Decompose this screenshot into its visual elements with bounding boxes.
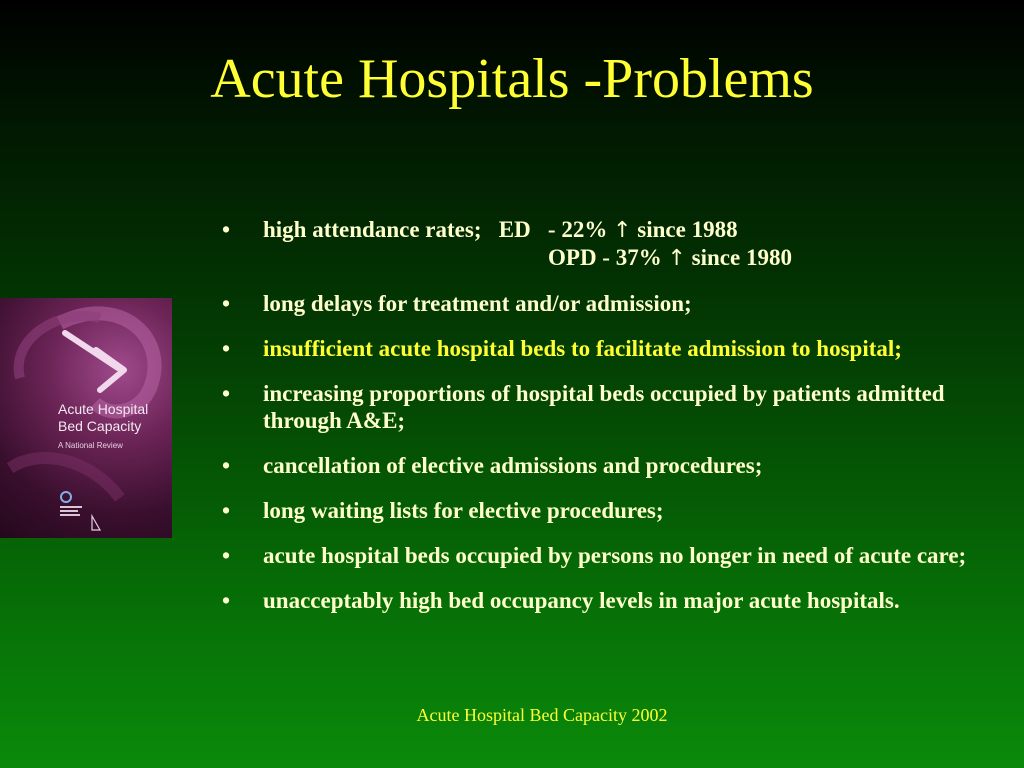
list-item: [222, 216, 982, 272]
cover-title: [58, 401, 170, 435]
attendance-text: high attendance rates; ED - 22%: [263, 217, 614, 242]
bullet-glyph: •: [222, 543, 231, 568]
list-item: [222, 380, 982, 434]
up-arrow-icon: ↑: [667, 246, 686, 271]
attendance-line-opd: [263, 244, 982, 272]
list-item-highlighted: [222, 335, 982, 362]
bullet-glyph: •: [222, 336, 231, 361]
opd-text: OPD - 37%: [548, 245, 668, 270]
department-logo-icon: [60, 492, 82, 516]
bullet-glyph: •: [222, 381, 231, 406]
list-item-text: insufficient acute hospital beds to facilitate admission to hospital;: [263, 336, 902, 361]
cover-subtitle: A National Review: [58, 441, 123, 450]
bullet-glyph: •: [222, 453, 231, 478]
bullet-glyph: •: [222, 588, 231, 613]
harp-icon: [92, 516, 100, 530]
list-item: [222, 452, 982, 479]
up-arrow-icon: ↑: [613, 218, 632, 243]
list-item-text: increasing proportions of hospital beds occupied by patients admitted through A&E;: [263, 381, 945, 433]
ed-since-text: since 1988: [631, 217, 738, 242]
list-item-text: long waiting lists for elective procedures;: [263, 498, 664, 523]
list-item-text: cancellation of elective admissions and procedures;: [263, 453, 763, 478]
opd-since-text: since 1980: [685, 245, 792, 270]
bullet-glyph: •: [222, 498, 231, 523]
cover-title-line2: Bed Capacity: [58, 418, 142, 434]
attendance-line-ed: [263, 216, 982, 244]
bullet-list: [222, 216, 982, 632]
slide-footer: Acute Hospital Bed Capacity 2002: [416, 705, 668, 725]
list-item-text: acute hospital beds occupied by persons no longer in need of acute care;: [263, 543, 967, 568]
list-item-text: long delays for treatment and/or admission;: [263, 291, 692, 316]
slide-title: Acute Hospitals -Problems: [210, 48, 814, 110]
list-item: [222, 290, 982, 317]
list-item-text: unacceptably high bed occupancy levels in major acute hospitals.: [263, 588, 900, 613]
bullet-glyph: •: [222, 291, 231, 316]
list-item: [222, 542, 982, 569]
cover-title-line1: Acute Hospital: [58, 401, 149, 417]
list-item: [222, 497, 982, 524]
list-item: [222, 587, 982, 614]
report-cover-image: [0, 298, 172, 538]
bullet-glyph: •: [222, 217, 231, 242]
